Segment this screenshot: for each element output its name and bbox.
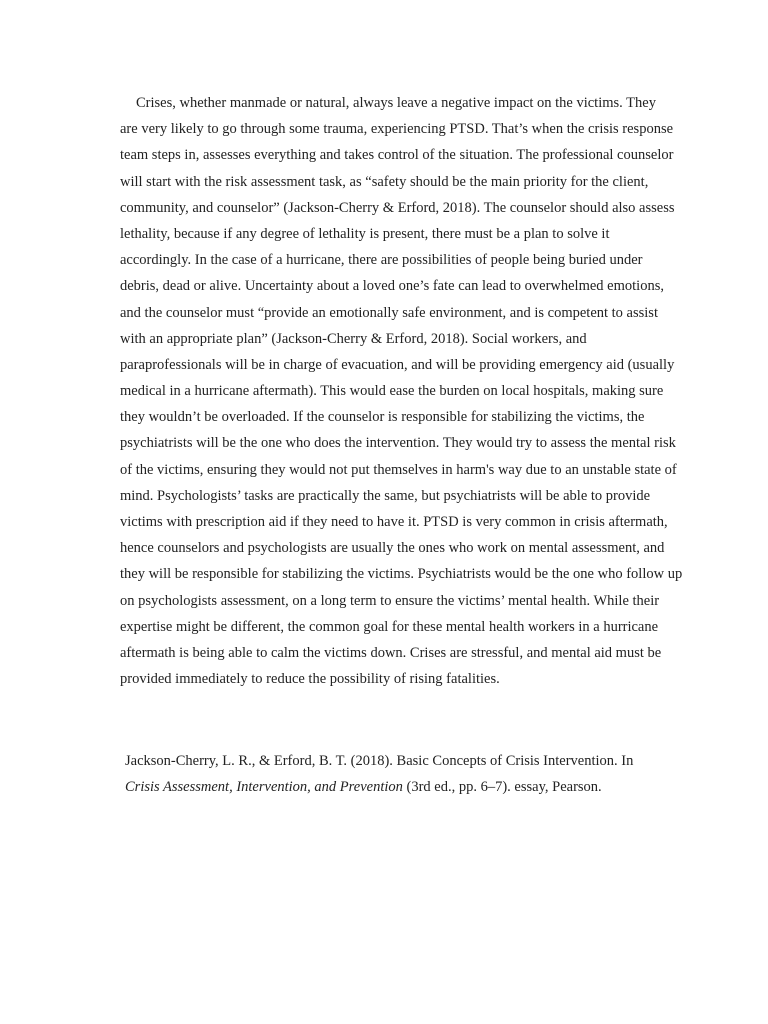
reference-details: (3rd ed., pp. 6–7). essay, Pearson. (402, 779, 602, 796)
reference-entry (125, 748, 685, 800)
paragraph-line: will start with the risk assessment task, as “safety should be the main priority for the client, (120, 173, 649, 190)
paragraph-line: expertise might be different, the common goal for these mental health workers in a hurricane (120, 618, 659, 635)
essay-paragraph (120, 90, 683, 692)
paragraph-line: medical in a hurricane aftermath). This would ease the burden on local hospitals, making sure (120, 383, 664, 400)
paragraph-line: community, and counselor” (Jackson-Cherry & Erford, 2018). The counselor should also assess (120, 199, 675, 216)
paragraph-line: on psychologists assessment, on a long term to ensure the victims’ mental health. While their (120, 592, 660, 609)
paragraph-line: paraprofessionals will be in charge of evacuation, and will be providing emergency aid (usually (120, 356, 675, 373)
reference-line (125, 774, 685, 800)
paragraph-line: debris, dead or alive. Uncertainty about a loved one’s fate can lead to overwhelmed emotions, (120, 278, 664, 295)
reference-line: Jackson-Cherry, L. R., & Erford, B. T. (2018). Basic Concepts of Crisis Intervention. In (125, 753, 634, 769)
paragraph-line: of the victims, ensuring they would not put themselves in harm's way due to an unstable state of (120, 461, 677, 478)
paragraph-line: with an appropriate plan” (Jackson-Cherry & Erford, 2018). Social workers, and (120, 330, 587, 347)
paragraph-line: they will be responsible for stabilizing the victims. Psychiatrists would be the one who follow up (120, 566, 683, 583)
paragraph-line: team steps in, assesses everything and takes control of the situation. The professional counselor (120, 147, 674, 164)
paragraph-line: provided immediately to reduce the possibility of rising fatalities. (120, 671, 500, 688)
paragraph-line: accordingly. In the case of a hurricane, there are possibilities of people being buried under (120, 252, 643, 269)
paragraph-line: mind. Psychologists’ tasks are practically the same, but psychiatrists will be able to provide (120, 487, 651, 504)
paragraph-line: aftermath is being able to calm the victims down. Crises are stressful, and mental aid must be (120, 644, 662, 661)
paragraph-line: hence counselors and psychologists are usually the ones who work on mental assessment, and (120, 540, 665, 557)
paragraph-line: victims with prescription aid if they need to have it. PTSD is very common in crisis aftermath, (120, 514, 668, 530)
paragraph-line: psychiatrists will be the one who does the intervention. They would try to assess the mental risk (120, 435, 676, 452)
paragraph-line: lethality, because if any degree of lethality is present, there must be a plan to solve it (120, 225, 610, 242)
paragraph-line: and the counselor must “provide an emotionally safe environment, and is competent to assist (120, 304, 658, 321)
paragraph-line: Crises, whether manmade or natural, always leave a negative impact on the victims. They (136, 95, 656, 111)
paragraph-line: are very likely to go through some trauma, experiencing PTSD. That’s when the crisis response (120, 121, 674, 138)
book-title: Crisis Assessment, Intervention, and Prevention (125, 779, 403, 796)
paragraph-line: they wouldn’t be overloaded. If the counselor is responsible for stabilizing the victims, the (120, 409, 645, 426)
